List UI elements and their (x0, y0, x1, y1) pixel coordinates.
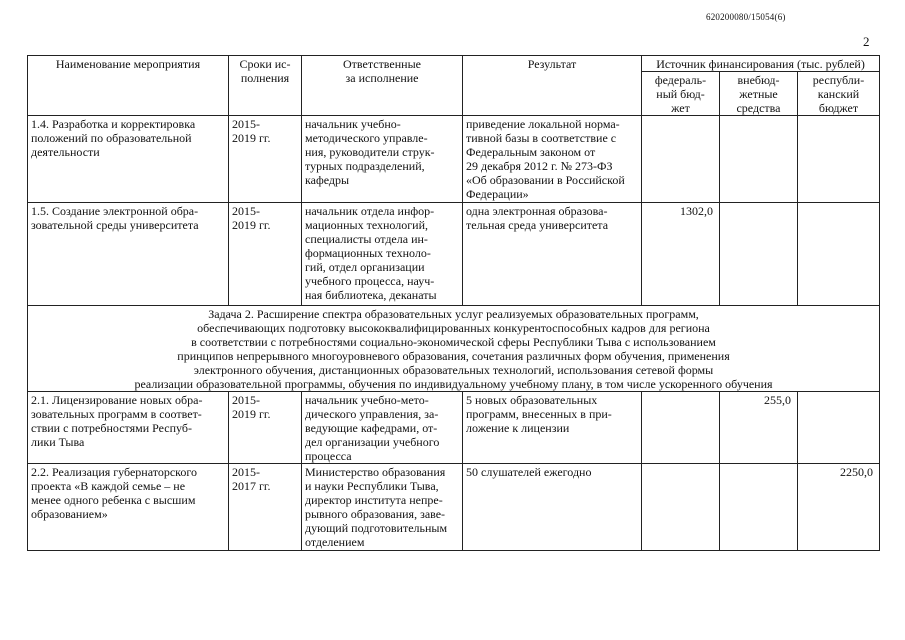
activities-table (27, 55, 880, 551)
cell-federal: 1302,0 (642, 203, 720, 306)
header-republic: республи- канский бюджет (798, 72, 880, 116)
cell-republic (798, 116, 880, 203)
header-responsible: Ответственные за исполнение (302, 56, 463, 116)
cell-federal (642, 392, 720, 464)
cell-offbudget: 255,0 (720, 392, 798, 464)
cell-terms: 2015- 2019 гг. (229, 203, 302, 306)
cell-terms: 2015- 2017 гг. (229, 464, 302, 551)
task-row (28, 306, 880, 392)
cell-result: одна электронная образова- тельная среда университета (463, 203, 642, 306)
cell-responsible: начальник учебно- методического управле- ния, руководители струк- турных подразделений, кафедры (302, 116, 463, 203)
cell-offbudget (720, 116, 798, 203)
cell-name: 2.2. Реализация губернаторского проекта «В каждой семье – не менее одного ребенка с высшим образованием» (28, 464, 229, 551)
cell-result: приведение локальной норма- тивной базы в соответствие с Федеральным законом от 29 декабря 2012 г. № 273-ФЗ «Об образовании в Российской Федерации» (463, 116, 642, 203)
header-federal: федераль- ный бюд- жет (642, 72, 720, 116)
table-row (28, 392, 880, 464)
cell-name: 1.4. Разработка и корректировка положений по образовательной деятельности (28, 116, 229, 203)
cell-republic: 2250,0 (798, 464, 880, 551)
cell-name: 1.5. Создание электронной обра- зовательной среды университета (28, 203, 229, 306)
cell-offbudget (720, 464, 798, 551)
header-terms: Сроки ис- полнения (229, 56, 302, 116)
cell-terms: 2015- 2019 гг. (229, 116, 302, 203)
page-number: 2 (863, 34, 870, 49)
header-funding: Источник финансирования (тыс. рублей) (642, 56, 880, 72)
cell-federal (642, 464, 720, 551)
cell-result: 50 слушателей ежегодно (463, 464, 642, 551)
cell-responsible: Министерство образования и науки Республики Тыва, директор института непре- рывного образования, заве- дующий подготовительным отделением (302, 464, 463, 551)
header-name: Наименование мероприятия (28, 56, 229, 116)
cell-republic (798, 203, 880, 306)
table-row (28, 464, 880, 551)
document-id: 620200080/15054(6) (706, 12, 786, 22)
table-header-row (28, 56, 880, 72)
header-offbudget: внебюд- жетные средства (720, 72, 798, 116)
cell-republic (798, 392, 880, 464)
cell-federal (642, 116, 720, 203)
cell-result: 5 новых образовательных программ, внесенных в при- ложение к лицензии (463, 392, 642, 464)
cell-offbudget (720, 203, 798, 306)
cell-terms: 2015- 2019 гг. (229, 392, 302, 464)
cell-name: 2.1. Лицензирование новых обра- зовательных программ в соответ- ствии с потребностями Респуб- лики Тыва (28, 392, 229, 464)
header-result: Результат (463, 56, 642, 116)
task-2-description: Задача 2. Расширение спектра образовательных услуг реализуемых образовательных программ, обеспечивающих подготовку высококвалифицированных конкурентоспособных кадров для региона в соответствии с потребностями социально-экономической сферы Республики Тыва с использованием принципов непрерывного многоуровневого образования, сочетания различных форм обучения, применения электронного обучения, дистанционных образовательных технологий, использования сетевой формы реализации образовательной программы, обучения по индивидуальному учебному плану, в том числе ускоренного обучения (28, 306, 880, 392)
cell-responsible: начальник учебно-мето- дического управления, за- ведующие кафедрами, от- дел организации учебного процесса (302, 392, 463, 464)
cell-responsible: начальник отдела инфор- мационных технологий, специалисты отдела ин- формационных техноло- гий, отдел организации учебного процесса, науч- ная библиотека, деканаты (302, 203, 463, 306)
table-row (28, 116, 880, 203)
table-row (28, 203, 880, 306)
